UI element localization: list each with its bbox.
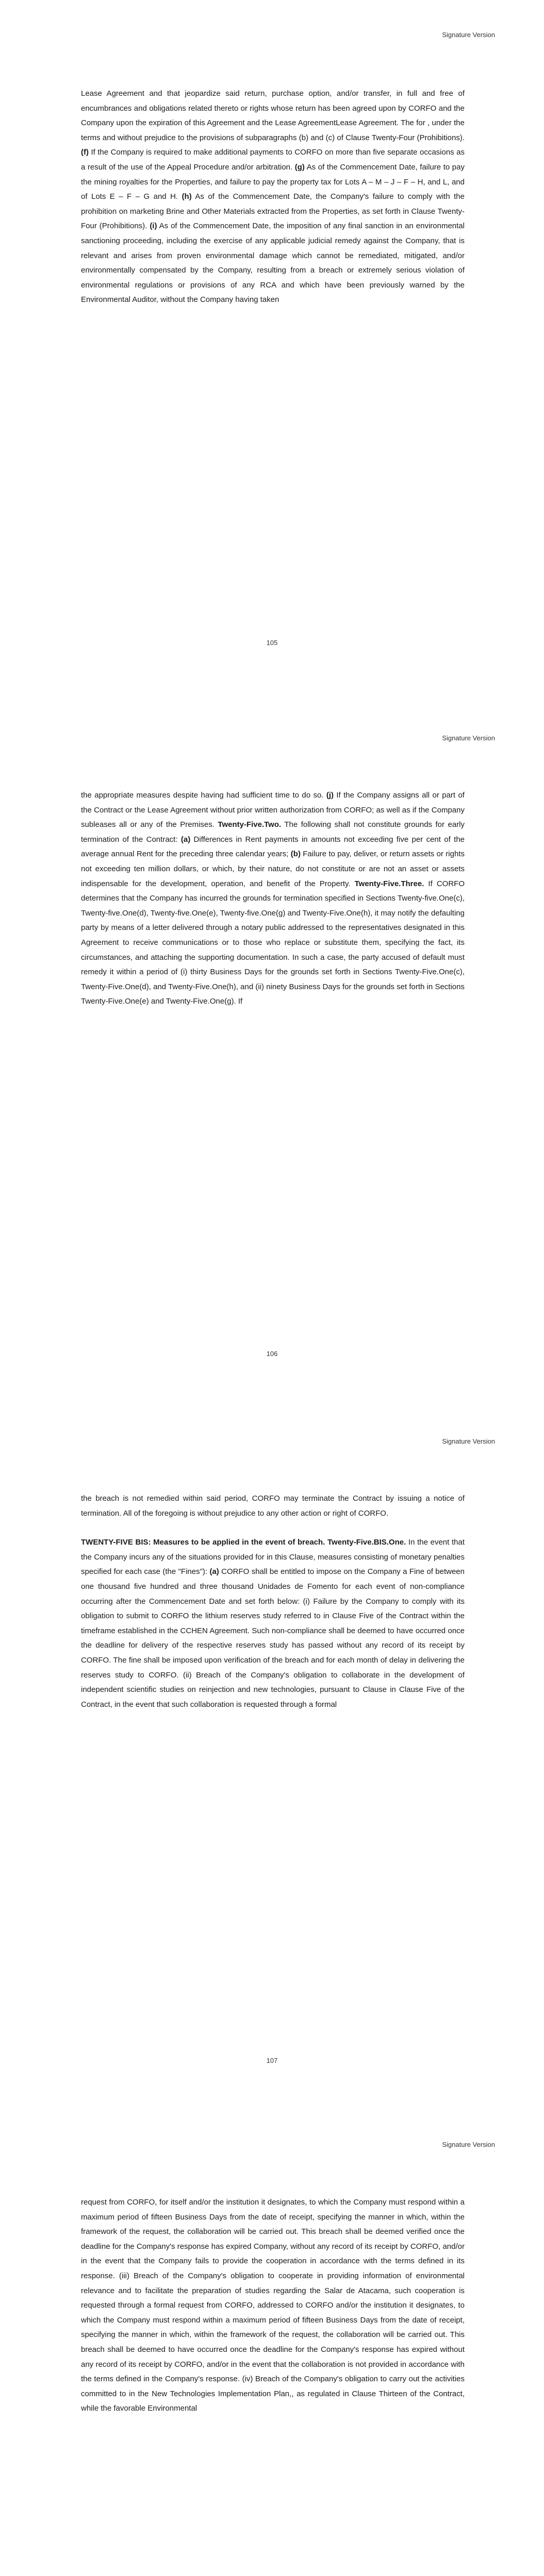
body-text: [81, 788, 465, 1009]
page-106: [0, 703, 544, 1406]
body-text: [81, 1492, 465, 1712]
body-text: [81, 87, 465, 308]
bold-text: TWENTY-FIVE BIS: Measures to be applied in the event of breach. Twenty-Five.BIS.One.: [81, 1538, 406, 1547]
text-run: Lease Agreement and that jeopardize said return, purchase option, and/or transfer, in full and free of encumbrances and obligations related thereto or rights whose return has been agreed upon by CORFO and the Company upon the expiration of this Agreement and the Lease AgreementLease Agreement. The for , under the terms and without prejudice to the provisions of subparagraphs (b) and (c) of Clause Twenty-Four (Prohibitions).: [81, 89, 465, 142]
text-run: request from CORFO, for itself and/or the institution it designates, to which the Company must respond within a maximum period of fifteen Business Days from the date of receipt, specifying the manner in which, within the framework of the request, the collaboration will be carried out. This breach shall be deemed verified once the deadline for the Company's response has expired Company, without any record of its receipt by CORFO, and/or in the event that the Company fails to provide the cooperation in accordance with the terms defined in its response. (iii) Breach of the Company's obligation to cooperate in providing information of environmental relevance and to facilitate the preparation of studies regarding the Salar de Atacama, such cooperation is requested through a formal request from CORFO, addressed to CORFO and/or the institution it designates, to which the Company must respond within a maximum period of fifteen Business Days from the date of receipt, specifying the manner in which, within the framework of the request, the collaboration will be carried out. This breach shall be deemed to have occurred once the deadline for the Company's response has expired without any record of its receipt by CORFO, and/or in the event that the collaboration is not provided in accordance with the terms defined in the Company's response. (iv) Breach of the Company's obligation to carry out the activities committed to in the New Technologies Implementation Plan,, as regulated in Clause Thirteen of the Contract, while the favorable Environmental: [81, 2198, 465, 2413]
text-run: CORFO shall be entitled to impose on the Company a Fine of between one thousand five hundred and three thousand Unidades de Fomento for each event of non-compliance occurring after the Commencement Date and set forth below: (i) Failure by the Company to comply with its obligation to submit to CORFO the lithium reserves study referred to in Clause Five of the Contract within the timeframe established in the CCHEN Agreement. Such non-compliance shall be deemed to have occurred once the deadline for delivery of the respective reserves study has passed without any record of its receipt by CORFO. The fine shall be imposed upon verification of the breach and for each month of delay in delivering the reserves study to CORFO. (ii) Breach of the Company's obligation to collaborate in the development of independent scientific studies on reinjection and new technologies, pursuant to Clause in Clause Five of the Contract, in the event that such collaboration is requested through a formal: [81, 1567, 465, 1709]
bold-text: (g): [294, 162, 305, 172]
text-run: the appropriate measures despite having had sufficient time to do so.: [81, 791, 326, 800]
bold-text: (a): [180, 835, 191, 844]
body-text: [81, 2195, 465, 2416]
text-run: the breach is not remedied within said period, CORFO may terminate the Contract by issuing a notice of termination. All of the foregoing is without prejudice to any other action or right of CORFO.: [81, 1494, 465, 1518]
paragraph: [81, 788, 465, 1009]
bold-text: (j): [326, 791, 334, 800]
text-run: If the Company is required to make additional payments to CORFO on more than five separate occasions as a result of the use of the Appeal Procedure and/or arbitration.: [81, 148, 465, 172]
text-run: As of the Commencement Date, failure to pay the mining royalties for the Properties, and failure to pay the property tax for Lots A – M – J – F – H, and L, and of Lots E – F – G and H.: [81, 162, 465, 201]
bold-text: (i): [150, 222, 157, 231]
text-run: As of the Commencement Date, the Company's failure to comply with the prohibition on marketing Brine and Other Materials extracted from the Properties, as set forth in Clause Twenty-Four (Prohibitions).: [81, 192, 465, 231]
page-108: [0, 2110, 544, 2576]
bold-text: (f): [81, 148, 89, 157]
page-header: Signature Version: [442, 734, 495, 742]
page-107: [0, 1406, 544, 2110]
bold-text: (a): [209, 1567, 219, 1577]
bold-text: Twenty-Five.Three.: [354, 879, 424, 888]
page-header: Signature Version: [442, 31, 495, 39]
text-run: As of the Commencement Date, the imposition of any final sanction in an environmental sanctioning proceeding, including the exercise of any applicable judicial remedy against the Company, that is relevant and arises from proven environmental damage which cannot be remediated, mitigated, and/or environmentally compensated by the Company, resulting from a breach or extremely serious violation of environmental regulations or provisions of any RCA and which have been previously warned by the Environmental Auditor, without the Company having taken: [81, 222, 465, 304]
bold-text: Twenty-Five.Two.: [218, 820, 282, 829]
text-run: If CORFO determines that the Company has incurred the grounds for termination specified in Sections Twenty-five.One(c), Twenty-five.One(d), Twenty-five.One(e), Twenty-five.One(g) and Twenty-Five.One(h), it may notify the defaulting party by means of a letter delivered through a notary public addressed to the representatives designated in this Agreement to receive communications or to those who replace or substitute them, specifying the fact, its circumstances, and attaching the supporting documentation. In such a case, the party accused of default must remedy it within a period of (i) thirty Business Days for the grounds set forth in Sections Twenty-Five.One(c), Twenty-Five.One(d), and Twenty-Five.One(h), and (ii) ninety Business Days for the grounds set forth in Sections Twenty-Five.One(e) and Twenty-Five.One(g). If: [81, 879, 465, 1006]
page-number: 107: [266, 2057, 278, 2064]
text-run: If the Company assigns all or part of the Contract or the Lease Agreement without prior written authorization from CORFO; as well as if the Company subleases all or any of the Premises.: [81, 791, 465, 829]
paragraph: [81, 87, 465, 308]
page-105: [0, 0, 544, 703]
page-number: 105: [266, 639, 278, 647]
text-run: Differences in Rent payments in amounts not exceeding five per cent of the average annual Rent for the preceding three calendar years;: [81, 835, 465, 859]
text-run: The following shall not constitute grounds for early termination of the Contract:: [81, 820, 465, 844]
page-number: 106: [266, 1350, 278, 1358]
paragraph: [81, 1492, 465, 1521]
paragraph: [81, 2195, 465, 2416]
page-header: Signature Version: [442, 2141, 495, 2148]
paragraph: [81, 1535, 465, 1712]
bold-text: (b): [290, 850, 301, 859]
page-header: Signature Version: [442, 1437, 495, 1445]
text-run: Failure to pay, deliver, or return assets or rights not exceeding ten million dollars, or which, by their nature, do not constitute or are not an asset or assets indispensable for the development, operation, and benefit of the Property.: [81, 850, 465, 888]
bold-text: (h): [182, 192, 192, 201]
text-run: In the event that the Company incurs any of the situations provided for in this Clause, measures consisting of monetary penalties specified for each case (the "Fines"):: [81, 1538, 465, 1577]
